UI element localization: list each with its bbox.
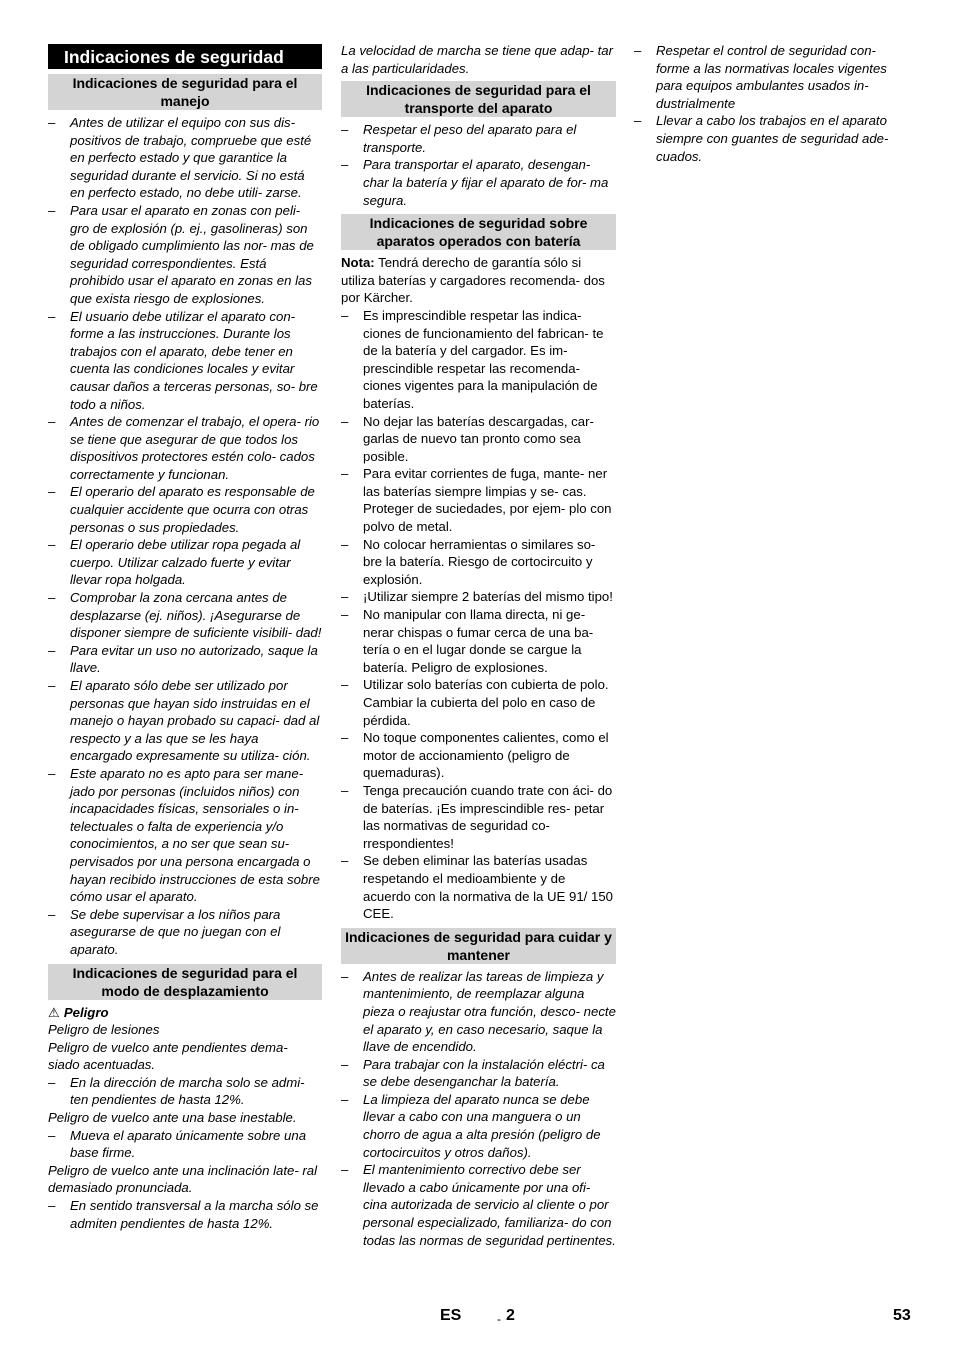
hazard-slope: Peligro de vuelco ante pendientes dema- siado acentuadas.: [48, 1039, 288, 1073]
list-item: – El operario del aparato es responsable de cualquier accidente que ocurra con otras personas o sus propiedades.: [48, 484, 315, 535]
hazard-injury: Peligro de lesiones: [48, 1022, 160, 1038]
list-item: – ¡Utilizar siempre 2 baterías del mismo tipo!: [341, 589, 613, 605]
right-column: [634, 42, 909, 165]
note-label: Nota:: [341, 255, 375, 271]
warning-triangle-icon: ⚠: [48, 1004, 60, 1020]
list-item: – Antes de comenzar el trabajo, el opera- rio se tiene que asegurar de que todos los dispositivos protectores estén colo- cados correctamente y funcionan.: [48, 414, 320, 482]
list-item: – Para evitar corrientes de fuga, mante- ner las baterías siempre limpias y se- cas. Proteger de suciedades, por ejem- plo con polvo de metal.: [341, 466, 612, 535]
list-item: – Comprobar la zona cercana antes de desplazarse (ej. niños). ¡Asegurarse de disponer siempre de suficiente visibili- dad!: [48, 590, 322, 641]
list-item: – El usuario debe utilizar el aparato con- forme a las instrucciones. Durante los trabajos con el aparato, debe tener en cuenta las condiciones locales y evitar causar daños a terceras personas, so- bre todo a niños.: [48, 308, 318, 412]
speed-intro: La velocidad de marcha se tiene que adap- tar a las particularidades.: [341, 43, 613, 76]
unstable-list: [48, 1127, 322, 1162]
left-column: [48, 42, 322, 1232]
footer-language: ES: [440, 1307, 462, 1324]
footer-section-number: 2: [506, 1307, 515, 1324]
list-item: – La limpieza del aparato nunca se debe llevar a cabo con una manguera o un chorro de agua a alta presión (peligro de cortocircuitos y otros daños).: [341, 1091, 601, 1160]
list-item: – No toque componentes calientes, como el motor de accionamiento (peligro de quemaduras).: [341, 730, 609, 781]
footer-separator: -: [497, 1312, 501, 1326]
list-item: – Antes de realizar las tareas de limpieza y mantenimiento, de reemplazar alguna pieza o reajustar otra función, desco- necte el aparato y, en caso necesario, saque la llave de encendido.: [341, 968, 616, 1055]
middle-column: [341, 42, 616, 1249]
danger-warning: [48, 1004, 322, 1022]
list-item: – Este aparato no es apto para ser mane- jado por personas (incluidos niños) con incapacidades físicas, sensoriales o in- telectuales o falta de experiencia y/o conocimientos, a no ser que sean su- pervisados por una persona encargada o hayan recibido instrucciones de esta sobre cómo usar el aparato.: [48, 765, 320, 905]
list-item: – El mantenimiento correctivo debe ser llevado a cabo únicamente por una ofi- cina autorizada de servicio al cliente o por personal especializado, familiariza- do con todas las normas de seguridad pertinentes.: [341, 1162, 616, 1248]
section-heading-operation: Indicaciones de seguridad para el manejo: [48, 74, 322, 110]
list-item: – Respetar el peso del aparato para el transporte.: [341, 122, 577, 155]
list-item: – Se deben eliminar las baterías usadas respetando el medioambiente y de acuerdo con la normativa de la UE 91/ 150 CEE.: [341, 853, 613, 922]
section-heading-maintenance: Indicaciones de seguridad para cuidar y mantener: [341, 928, 616, 964]
page-title: Indicaciones de seguridad: [48, 44, 322, 69]
list-item: – Utilizar solo baterías con cubierta de polo. Cambiar la cubierta del polo en caso de pérdida.: [341, 677, 609, 728]
maintenance-safety-list: [341, 968, 616, 1250]
battery-safety-list: [341, 307, 616, 923]
list-item: – El operario debe utilizar ropa pegada al cuerpo. Utilizar calzado fuerte y evitar llevar ropa holgada.: [48, 537, 301, 588]
list-item: – Mueva el aparato únicamente sobre una base firme.: [48, 1127, 307, 1161]
operation-safety-list: [48, 114, 322, 959]
list-item: – No manipular con llama directa, ni ge- nerar chispas o fumar cerca de una ba- tería o en el lugar donde se cargue la batería. Peligro de explosiones.: [341, 607, 594, 675]
list-item: – Para trabajar con la instalación eléctri- ca se debe desenganchar la batería.: [341, 1056, 605, 1090]
list-item: – Tenga precaución cuando trate con áci- do de baterías. ¡Es imprescindible res- petar las normativas de seguridad co- rrespondientes!: [341, 782, 613, 851]
list-item: – Se debe supervisar a los niños para asegurarse de que no juegan con el aparato.: [48, 906, 281, 957]
list-item: – Antes de utilizar el equipo con sus dis- positivos de trabajo, compruebe que esté en perfecto estado y que garantice la seguridad durante el servicio. Si no está en perfecto estado, no debe utili- zarse.: [48, 115, 312, 201]
list-item: – Llevar a cabo los trabajos en el aparato siempre con guantes de seguridad ade- cuados.: [634, 113, 889, 164]
note-text: Tendrá derecho de garantía sólo si utiliza baterías y cargadores recomenda- dos por Kärcher.: [341, 255, 605, 306]
lateral-list: [48, 1197, 322, 1232]
list-item: – Para transportar el aparato, desengan- char la batería y fijar el aparato de for- ma segura.: [341, 157, 609, 208]
list-item: – Para evitar un uso no autorizado, saque la llave.: [48, 642, 318, 676]
list-item: – Para usar el aparato en zonas con peli- gro de explosión (p. ej., gasolineras) son de obligado cumplimiento las nor- mas de seguridad correspondientes. Está prohibido usar el aparato en zonas en las que exista riesgo de explosiones.: [48, 202, 314, 306]
battery-note: [341, 254, 616, 307]
list-item: – Es imprescindible respetar las indica- ciones de funcionamiento del fabrican- te de la batería y del cargador. Es im- prescindible respetar las recomenda- ciones vigentes para la manipulación de baterías.: [341, 307, 604, 411]
list-item: – En sentido transversal a la marcha sólo se admiten pendientes de hasta 12%.: [48, 1198, 319, 1231]
danger-label: Peligro: [63, 1004, 109, 1020]
hazard-lateral: Peligro de vuelco ante una inclinación late- ral demasiado pronunciada.: [48, 1162, 318, 1196]
list-item: – No dejar las baterías descargadas, car- garlas de nuevo tan pronto como sea posible.: [341, 413, 594, 464]
hazard-unstable: Peligro de vuelco ante una base inestable.: [48, 1110, 297, 1126]
page-number: 53: [893, 1307, 911, 1324]
maintenance-continued-list: [634, 42, 909, 165]
section-heading-driving: Indicaciones de seguridad para el modo de desplazamiento: [48, 964, 322, 1000]
list-item: – El aparato sólo debe ser utilizado por personas que hayan sido instruidas en el manejo o hayan probado su capaci- dad al respecto y a las que se les haya encargado expresamente su utiliza- ción.: [48, 678, 320, 764]
list-item: – No colocar herramientas o similares so- bre la batería. Riesgo de cortocircuito y explosión.: [341, 536, 596, 587]
transport-safety-list: [341, 121, 616, 209]
list-item: – Respetar el control de seguridad con- forme a las normativas locales vigentes para equipos ambulantes usados in- dustrialmente: [634, 43, 887, 111]
section-heading-transport: Indicaciones de seguridad para el transporte del aparato: [341, 81, 616, 117]
section-heading-battery: Indicaciones de seguridad sobre aparatos operados con batería: [341, 214, 616, 250]
list-item: – En la dirección de marcha solo se admi- ten pendientes de hasta 12%.: [48, 1074, 305, 1108]
slope-list: [48, 1074, 322, 1109]
